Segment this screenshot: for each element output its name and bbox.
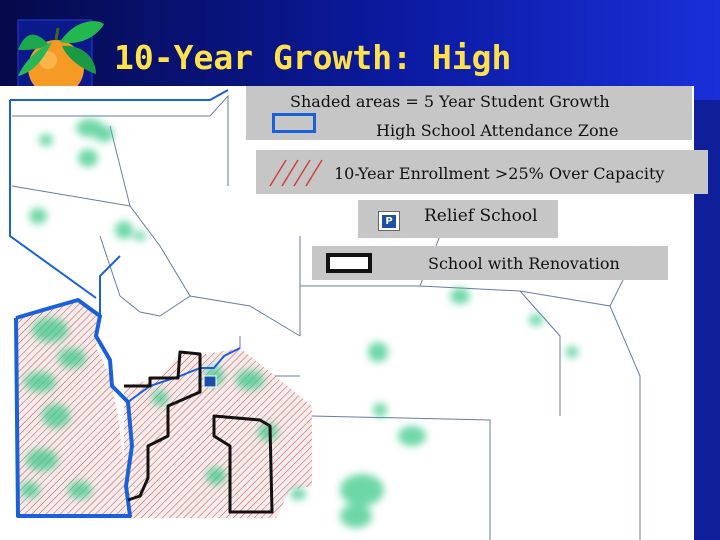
legend-renovation <box>312 246 668 280</box>
relief-school-icon <box>378 211 400 231</box>
zone-outline-swatch <box>272 113 316 133</box>
legend-growth-zone <box>246 86 692 140</box>
slide-title: 10-Year Growth: High <box>114 38 512 77</box>
legend-capacity-label: 10-Year Enrollment >25% Over Capacity <box>334 164 665 183</box>
legend-relief <box>358 200 558 238</box>
relief-school-marker <box>204 376 216 387</box>
relief-icon-letter: P <box>382 215 396 228</box>
title-bar <box>0 0 720 88</box>
hatch-swatch-icon <box>268 158 326 188</box>
legend-relief-label: Relief School <box>424 206 538 226</box>
legend-zone-label: High School Attendance Zone <box>376 121 619 140</box>
renovation-outline-swatch <box>326 253 372 273</box>
legend-renovation-label: School with Renovation <box>428 254 620 273</box>
legend-growth-label: Shaded areas = 5 Year Student Growth <box>290 92 610 111</box>
legend-capacity <box>256 150 708 194</box>
